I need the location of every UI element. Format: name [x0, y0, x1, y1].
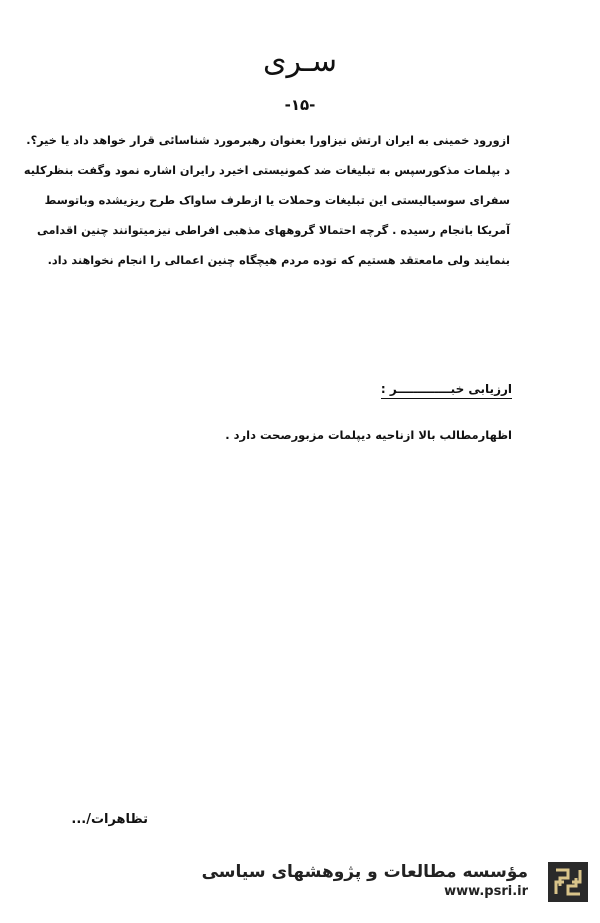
body-line: ازورود خمینی به ایران ارتش نیزاورا بعنوان رهبرمورد شناسائی قرار خواهد داد یا خیر؟.	[26, 134, 510, 147]
publisher-name: مؤسسه مطالعات و پژوهشهای سیاسی	[201, 862, 528, 882]
body-line: د بپلمات مذکورسپس به تبلیغات ضد کمونیستی اخیرد رایران اشاره نمود وگفت بنظرکلیه	[23, 164, 510, 177]
page-number: -۱۵-	[284, 96, 316, 114]
publisher-watermark	[202, 862, 528, 899]
continuation-note: تظاهرات/...	[71, 812, 148, 827]
body-line: آمریکا بانجام رسیده . گرچه احتمالا گروههای مذهبی افراطی نیزمیتوانند چنین اقدامی	[37, 224, 510, 237]
assessment-heading: ارزیابی خبـــــــــــــر :	[381, 382, 512, 399]
publisher-url: www.psri.ir	[444, 884, 528, 899]
assessment-text: اظهارمطالب بالا ازناحیه دیپلمات مزبورصحت دارد .	[225, 428, 512, 442]
psri-logo-icon	[548, 862, 588, 902]
classification-label: سـری	[263, 44, 337, 79]
document-body	[23, 126, 510, 276]
body-line: بنمایند ولی مامعتقد هستیم که توده مردم هیچگاه چنین اعمالی را انجام نخواهند داد.	[47, 254, 510, 267]
body-line: سفرای سوسیالیستی این تبلیغات وحملات یا ازطرف ساواک طرح ریزیشده وباتوسط	[44, 194, 510, 207]
